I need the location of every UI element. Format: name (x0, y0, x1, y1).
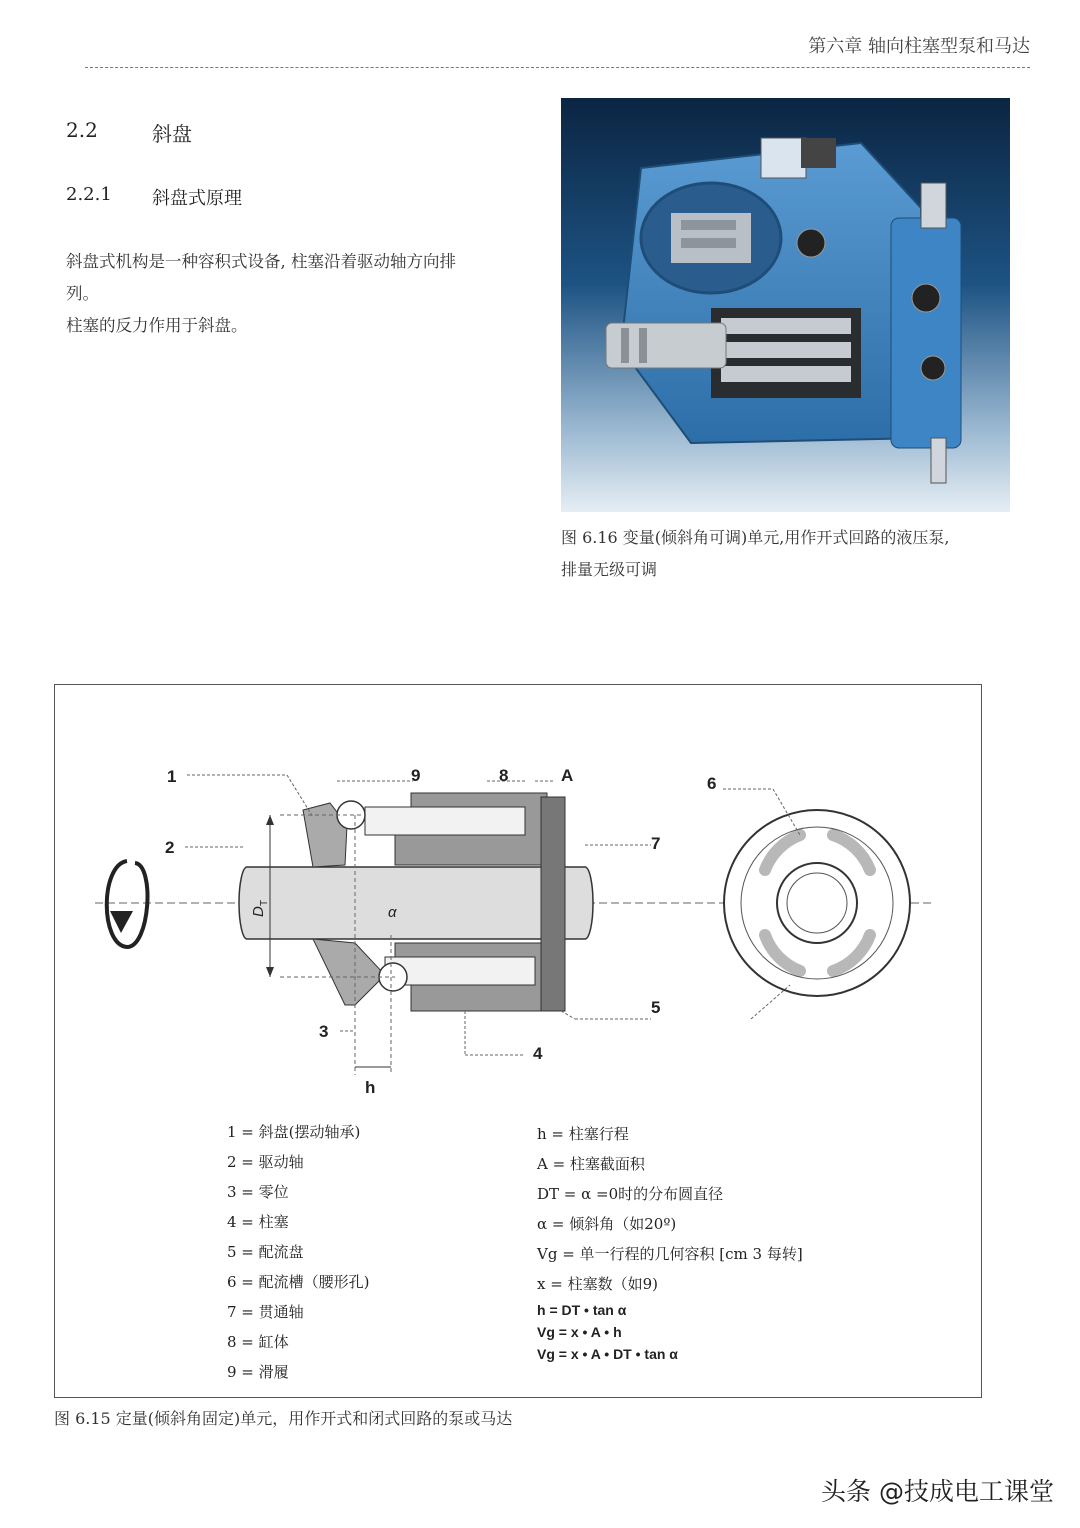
legend-item: 1 = 斜盘(摆动轴承) (227, 1123, 361, 1141)
callout-6: 6 (707, 774, 717, 793)
header-rule (85, 67, 1030, 68)
valve-plate-view (724, 810, 910, 996)
figure-6-15-box (54, 684, 982, 1398)
body-line-3: 柱塞的反力作用于斜盘。 (66, 316, 248, 335)
legend-item: 4 = 柱塞 (227, 1213, 289, 1231)
formula-vg: Vg = x • A • h (537, 1324, 622, 1340)
figure-6-16-caption (561, 522, 1036, 586)
dimension-dt-label: D (250, 906, 267, 917)
subsection-title: 斜盘式原理 (152, 188, 242, 209)
formula-vg-full: Vg = x • A • DT • tan α (537, 1346, 678, 1362)
legend-item: Vg = 单一行程的几何容积 [cm 3 每转] (537, 1245, 803, 1263)
figure-6-15-caption: 图 6.15 定量(倾斜角固定)单元，用作开式和闭式回路的泵或马达 (54, 1409, 513, 1428)
body-line-2: 列。 (66, 284, 99, 303)
callout-8: 8 (499, 766, 509, 785)
section-number: 2.2 (66, 118, 98, 142)
rotation-arrow-icon (107, 861, 148, 947)
legend-item: 2 = 驱动轴 (227, 1153, 304, 1171)
legend-item: x = 柱塞数（如9) (537, 1275, 658, 1293)
legend-item: α = 倾斜角（如20º) (537, 1215, 677, 1233)
callout-7: 7 (651, 834, 661, 853)
legend-left (227, 1117, 370, 1387)
drive-shaft (239, 867, 593, 939)
legend-item: 6 = 配流槽（腰形孔) (227, 1273, 370, 1291)
callout-3: 3 (319, 1022, 329, 1041)
dimension-h-label: h (365, 1078, 376, 1097)
watermark: 头条 @技成电工课堂 (821, 1477, 1054, 1506)
legend-item: 9 = 滑履 (227, 1363, 289, 1381)
callout-2: 2 (165, 838, 175, 857)
chapter-header: 第六章 轴向柱塞型泵和马达 (808, 36, 1030, 57)
figure-6-16-caption-line-2: 排量无级可调 (561, 560, 658, 579)
callout-1: 1 (167, 767, 177, 786)
legend-item: 3 = 零位 (227, 1183, 289, 1201)
legend-right (537, 1119, 803, 1365)
callout-4: 4 (533, 1044, 543, 1063)
pump-photo (561, 98, 1010, 512)
legend-item: DT = α =0时的分布圆直径 (537, 1185, 724, 1203)
formula-h: h = DT • tan α (537, 1302, 627, 1318)
legend-item: h = 柱塞行程 (537, 1125, 629, 1143)
legend-item: 8 = 缸体 (227, 1333, 289, 1351)
subsection-number: 2.2.1 (66, 184, 112, 205)
callout-9: 9 (411, 766, 421, 785)
swashplate-diagram (55, 685, 981, 1105)
callout-A: A (561, 766, 574, 785)
legend-item: 5 = 配流盘 (227, 1243, 304, 1261)
pump-photo-illustration (561, 98, 1010, 512)
legend-item: A = 柱塞截面积 (537, 1155, 645, 1173)
callout-5: 5 (651, 998, 661, 1017)
section-title: 斜盘 (152, 122, 192, 146)
figure-6-16-caption-line-1: 图 6.16 变量(倾斜角可调)单元,用作开式回路的液压泵, (561, 528, 950, 547)
legend-item: 7 = 贯通轴 (227, 1303, 304, 1321)
body-line-1: 斜盘式机构是一种容积式设备, 柱塞沿着驱动轴方向排 (66, 252, 456, 271)
dimension-dt-subscript: T (259, 899, 270, 906)
angle-alpha-label: α (388, 904, 397, 921)
